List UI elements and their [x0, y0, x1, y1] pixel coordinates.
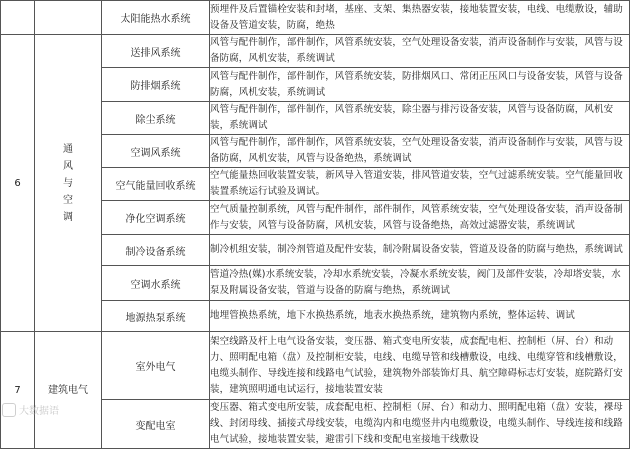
category-cell [35, 1, 102, 35]
subsection-cell: 除尘系统 [102, 102, 210, 135]
content-cell: 地埋管换热系统，地下水换热系统，地表水换热系统，建筑物内系统，整体运转、调试 [210, 301, 630, 332]
subsection-cell: 空调水系统 [102, 266, 210, 301]
content-cell: 空气能量热回收装置安装，新风导入管道安装，排风管道安装，空气过滤系统安装。空气能量回收装置系统运行试验及调试。 [210, 168, 630, 201]
subsection-cell: 防排烟系统 [102, 68, 210, 102]
content-cell: 风管与配件制作，部件制作，风管系统安装，空气处理设备安装，消声设备制作与安装，风管与设备防腐，风机安装，风管与设备绝热，系统调试 [210, 135, 630, 168]
category-label: 通 风 与 空 调 [63, 143, 73, 223]
table-row [1, 35, 630, 68]
watermark-text: 大数据语 [19, 406, 59, 417]
content-cell: 变压器、箱式变电所安装，成套配电柜、控制柜（屏、台）和动力、照明配电箱（盘）安装，裸母线、封闭母线、插接式母线安装，电缆沟内和电缆竖井内电缆敷设，电缆头制作、导线连接和线路电气试验，接地装置安装，避雷引下线和变配电室接地干线敷设 [210, 400, 630, 449]
content-cell: 制冷机组安装，制冷剂管道及配件安装，制冷附属设备安装，管道及设备的防腐与绝热，系统调试 [210, 235, 630, 266]
subsection-cell: 送排风系统 [102, 35, 210, 68]
content-cell: 空气质量控制系统，风管与配件制作，部件制作，风管系统安装，空气处理设备安装，消声设备制作与安装，风管与设备防腐，风机安装，风管与设备绝热，高效过滤器安装，系统调试 [210, 201, 630, 235]
content-cell: 风管与配件制作，部件制作，风管系统安装，除尘器与排污设备安装，风管与设备防腐，风机安装，系统调试 [210, 102, 630, 135]
content-cell: 管道冷热(媒)水系统安装，冷却水系统安装，冷凝水系统安装，阀门及部件安装，冷却塔安装，水泵及附属设备安装，管道与设备的防腐与绝热，系统调试 [210, 266, 630, 301]
row-number-cell: 6 [1, 35, 35, 332]
watermark [2, 402, 59, 417]
category-cell [35, 35, 102, 332]
content-cell: 风管与配件制作，部件制作，风管系统安装，防排烟风口、常闭正压风口与设备安装，风管与设备防腐，风机安装，系统调试 [210, 68, 630, 102]
content-cell: 预埋件及后置锚栓安装和封堵，基座、支架、集热器安装，接地装置安装，电线、电缆敷设，辅助设备及管道安装，防腐，绝热 [210, 1, 630, 35]
subsection-cell: 空调风系统 [102, 135, 210, 168]
table-row [1, 1, 630, 35]
content-cell: 架空线路及杆上电气设备安装，变压器、箱式变电所安装，成套配电柜、控制柜（屏、台）和动力、照明配电箱（盘）及控制柜安装，电线、电缆导管和线槽敷设，电线、电缆穿管和线槽敷设，电缆头制作、导线连接和线路电气试验，建筑物外部装饰灯具、航空障碍标志灯安装，庭院路灯安装，建筑照明通电试运行，接地装置安装 [210, 332, 630, 400]
row-number-cell: 7 [1, 332, 35, 449]
subsection-cell: 净化空调系统 [102, 201, 210, 235]
subsection-cell: 太阳能热水系统 [102, 1, 210, 35]
table-row [1, 332, 630, 400]
category-cell: 建筑电气 [35, 332, 102, 449]
subsection-cell: 空气能量回收系统 [102, 168, 210, 201]
subsection-cell: 变配电室 [102, 400, 210, 449]
subsection-cell: 地源热泵系统 [102, 301, 210, 332]
watermark-logo-icon [2, 403, 16, 417]
subsection-cell: 制冷设备系统 [102, 235, 210, 266]
subsection-cell: 室外电气 [102, 332, 210, 400]
row-number-cell [1, 1, 35, 35]
content-cell: 风管与配件制作，部件制作，风管系统安装，空气处理设备安装，消声设备制作与安装，风管与设备防腐，风机安装，系统调试 [210, 35, 630, 68]
